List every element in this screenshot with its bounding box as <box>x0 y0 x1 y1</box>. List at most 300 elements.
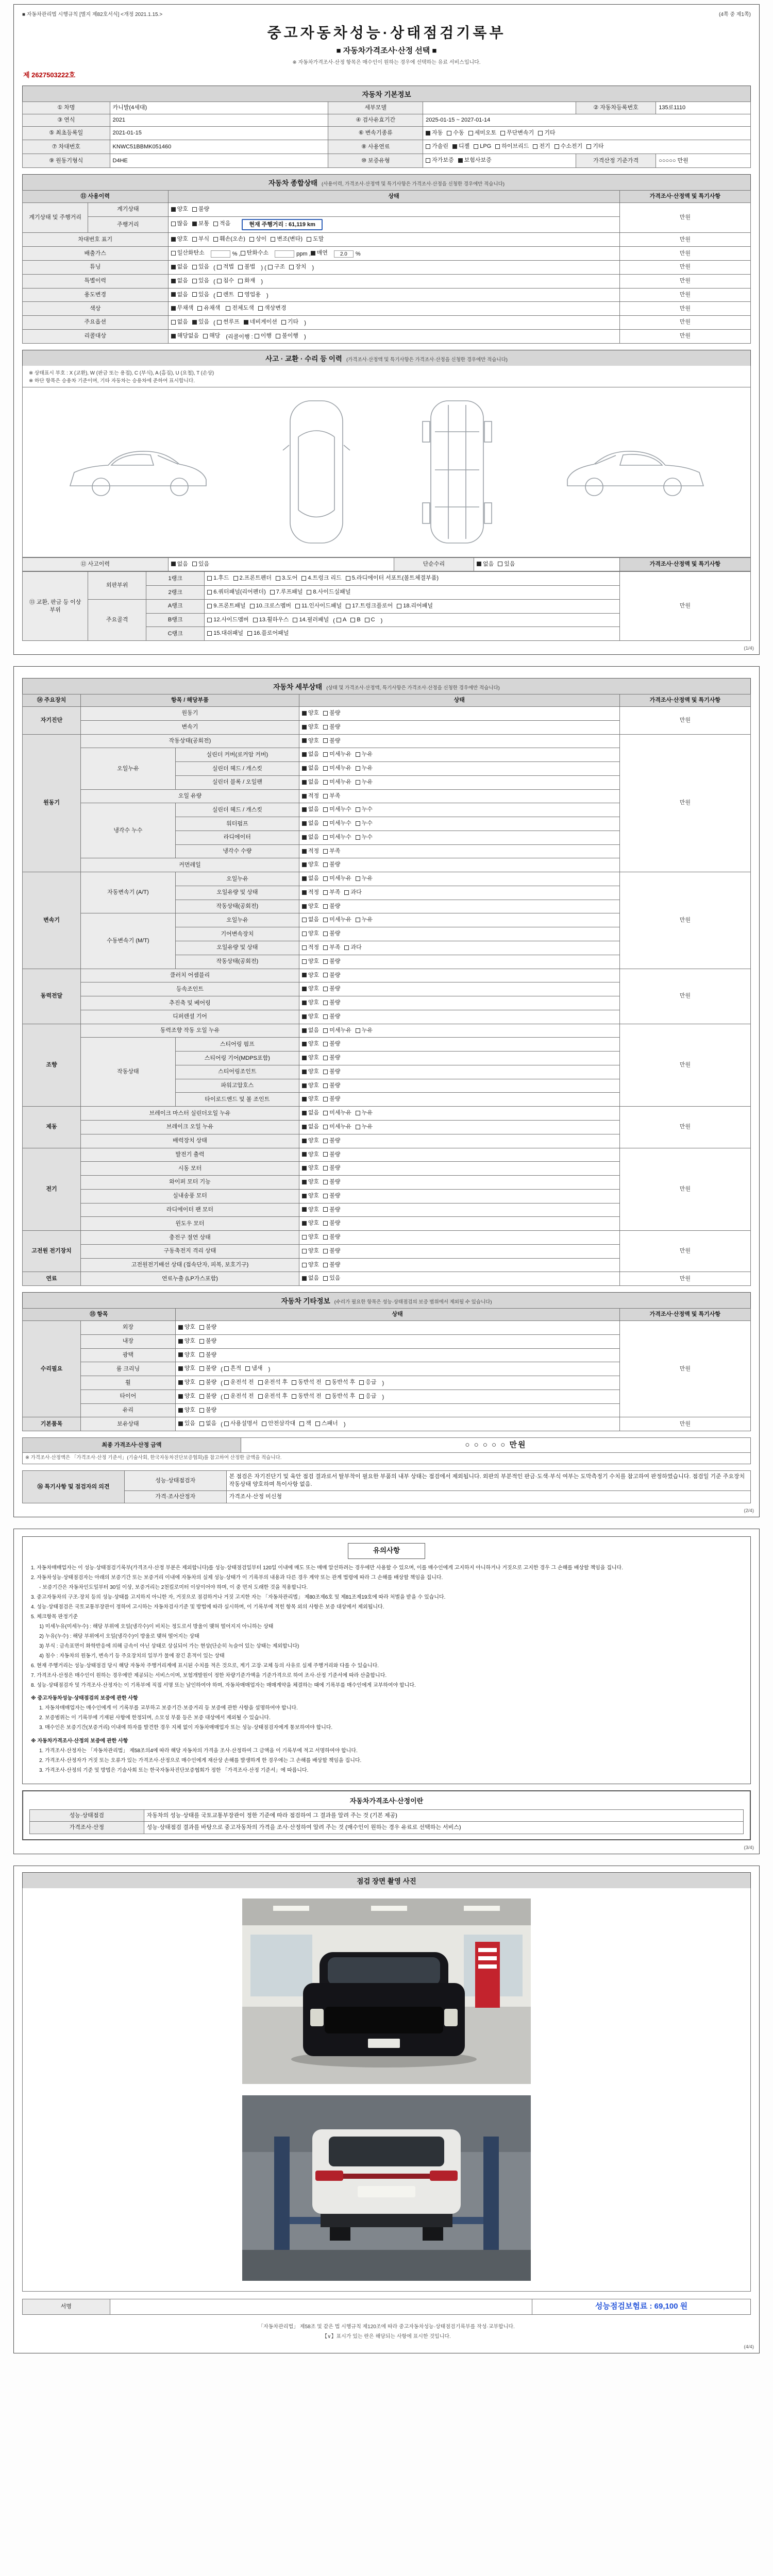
checkbox-미세누유[interactable]: 미세누유 <box>323 751 351 758</box>
checkbox-없음[interactable]: 없음 <box>302 778 319 786</box>
text: 동력전달 <box>40 993 63 999</box>
checkbox-14.필러패널[interactable]: 14.필러패널 <box>293 616 329 624</box>
checkbox-9.프론트패널[interactable]: 9.프론트패널 <box>207 602 245 610</box>
text: 만원 <box>679 305 691 312</box>
checkbox-square <box>346 576 350 581</box>
checkbox-1.후드[interactable]: 1.후드 <box>207 574 229 582</box>
checkbox-없음[interactable]: 없음 <box>302 1027 319 1035</box>
text: 만원 <box>679 1365 691 1372</box>
checkbox-미세누유[interactable]: 미세누유 <box>323 1109 351 1117</box>
checkbox-적법[interactable]: 적법 <box>217 263 234 271</box>
checkbox-불량[interactable]: 불량 <box>323 985 340 993</box>
text: ( <box>213 278 217 285</box>
checkbox-3.도어[interactable]: 3.도어 <box>276 574 297 582</box>
signature-row <box>23 2299 751 2314</box>
checkbox-있음[interactable]: 있음 <box>192 263 209 271</box>
checkbox-square <box>356 918 360 922</box>
checkbox-많음[interactable]: 많음 <box>171 220 188 228</box>
checkbox-있음[interactable]: 있음 <box>498 561 515 568</box>
checkbox-square <box>359 1394 364 1399</box>
checkbox-불량[interactable]: 불량 <box>199 1351 216 1359</box>
checkbox-양호[interactable]: 양호 <box>302 1261 319 1269</box>
checkbox-불량[interactable]: 불량 <box>192 206 209 213</box>
checkbox-해당[interactable]: 해당 <box>203 332 220 340</box>
checkbox-square <box>203 334 208 338</box>
checkbox-불량[interactable]: 불량 <box>323 1095 340 1103</box>
checkbox-누유[interactable]: 누유 <box>356 1123 373 1131</box>
checkbox-A[interactable]: A <box>337 616 346 624</box>
text: ) <box>380 1394 384 1400</box>
value-cell <box>299 707 619 721</box>
checkbox-17.트렁크플로어[interactable]: 17.트렁크플로어 <box>346 602 393 610</box>
checkbox-양호[interactable]: 양호 <box>302 903 319 910</box>
checkbox-양호[interactable]: 양호 <box>178 1393 195 1400</box>
checkbox-전체도색[interactable]: 전체도색 <box>226 304 254 312</box>
checkbox-양호[interactable]: 양호 <box>178 1351 195 1359</box>
checkbox-양호[interactable]: 양호 <box>302 1137 319 1145</box>
text: 자동변속기 (A/T) <box>107 889 149 896</box>
checkbox-square <box>217 265 222 269</box>
checkbox-침수[interactable]: 침수 <box>217 277 234 285</box>
checkbox-부족[interactable]: 부족 <box>323 792 340 800</box>
checkbox-불량[interactable]: 불량 <box>323 1013 340 1021</box>
checkbox-불량[interactable]: 불량 <box>323 958 340 965</box>
text: 작동상태(공회전) <box>169 737 211 744</box>
checkbox-있음[interactable]: 있음 <box>178 1420 195 1428</box>
checkbox-불량[interactable]: 불량 <box>199 1393 216 1400</box>
checkbox-누수[interactable]: 누수 <box>356 820 373 827</box>
checkbox-양호[interactable]: 양호 <box>302 1233 319 1241</box>
table-row <box>23 1231 751 1245</box>
checkbox-불량[interactable]: 불량 <box>323 1068 340 1076</box>
checkbox-미세누유[interactable]: 미세누유 <box>323 875 351 883</box>
checkbox-12.사이드멤버[interactable]: 12.사이드멤버 <box>207 616 248 624</box>
checkbox-불량[interactable]: 불량 <box>323 999 340 1007</box>
checkbox-응급[interactable]: 응급 <box>359 1393 376 1400</box>
info-box-table <box>29 1809 744 1835</box>
table-row <box>23 572 751 586</box>
checkbox-없음[interactable]: 없음 <box>171 318 188 326</box>
checkbox-없음[interactable]: 없음 <box>477 561 494 568</box>
checkbox-부식[interactable]: 부식 <box>192 235 209 243</box>
checkbox-있음[interactable]: 있음 <box>192 561 209 568</box>
checkbox-불량[interactable]: 불량 <box>323 1054 340 1062</box>
checkbox-기타[interactable]: 기타 <box>586 143 603 150</box>
price-appraisal-info-box <box>22 1790 751 1841</box>
checkbox-불량[interactable]: 불량 <box>323 1151 340 1159</box>
checkbox-없음[interactable]: 없음 <box>302 875 319 883</box>
checkbox-있음[interactable]: 있음 <box>192 318 209 326</box>
checkbox-양호[interactable]: 양호 <box>302 1013 319 1021</box>
checkbox-누유[interactable]: 누유 <box>356 1027 373 1035</box>
text: 디퍼렌셜 기어 <box>173 1013 207 1020</box>
checkbox-18.리어패널[interactable]: 18.리어패널 <box>397 602 433 610</box>
checkbox-동반석 전[interactable]: 동반석 전 <box>292 1379 322 1386</box>
checkbox-양호[interactable]: 양호 <box>171 206 188 213</box>
notice-item: 3) 부식 : 금속표면이 화학반응에 의해 금속이 아닌 상태로 상실되어 가는 현상(단순히 녹슬어 있는 상태는 제외합니다) <box>39 1643 299 1649</box>
checkbox-일산화탄소[interactable]: 일산화탄소 <box>171 249 205 257</box>
checkbox-양호[interactable]: 양호 <box>302 1040 319 1048</box>
checkbox-수소전기[interactable]: 수소전기 <box>554 143 583 150</box>
checkbox-디젤[interactable]: 디젤 <box>452 143 469 150</box>
checkbox-양호[interactable]: 양호 <box>302 737 319 745</box>
checkbox-불량[interactable]: 불량 <box>323 709 340 717</box>
checkbox-양호[interactable]: 양호 <box>302 709 319 717</box>
label-cell <box>81 734 299 748</box>
text: 배력장치 상태 <box>173 1138 207 1144</box>
table-row <box>30 1809 744 1822</box>
checkbox-불량[interactable]: 불량 <box>323 1164 340 1172</box>
checkbox-없음[interactable]: 없음 <box>302 806 319 814</box>
checkbox-양호[interactable]: 양호 <box>178 1324 195 1331</box>
checkbox-과다[interactable]: 과다 <box>344 889 361 896</box>
checkbox-불량[interactable]: 불량 <box>323 1206 340 1214</box>
text: 파워고압호스 <box>221 1082 254 1089</box>
checkbox-4.트렁크 리드[interactable]: 4.트렁크 리드 <box>301 574 341 582</box>
checkbox-안전삼각대[interactable]: 안전삼각대 <box>262 1420 295 1428</box>
checkbox-불법[interactable]: 불법 <box>238 263 255 271</box>
checkbox-8.사이드실패널[interactable]: 8.사이드실패널 <box>307 588 350 596</box>
checkbox-양호[interactable]: 양호 <box>302 985 319 993</box>
checkbox-양호[interactable]: 양호 <box>302 1219 319 1227</box>
checkbox-운전석 후[interactable]: 운전석 후 <box>258 1393 288 1400</box>
label-cell <box>81 996 299 1010</box>
table-row <box>23 734 751 748</box>
text: 브레이크 마스터 실린더오일 누유 <box>149 1110 231 1116</box>
checkbox-불량[interactable]: 불량 <box>323 861 340 869</box>
checkbox-누유[interactable]: 누유 <box>356 751 373 758</box>
overall-condition-table <box>22 190 751 344</box>
checkbox-양호[interactable]: 양호 <box>302 1192 319 1200</box>
checkbox-미세누수[interactable]: 미세누수 <box>323 806 351 814</box>
checkbox-불량[interactable]: 불량 <box>323 930 340 938</box>
checkbox-상이[interactable]: 상이 <box>249 235 266 243</box>
text: 동력조향 작동 오일 누유 <box>160 1027 220 1034</box>
checkbox-기타[interactable]: 기타 <box>538 129 555 137</box>
checkbox-누유[interactable]: 누유 <box>356 765 373 772</box>
checkbox-화재[interactable]: 화재 <box>238 277 255 285</box>
checkbox-없음[interactable]: 없음 <box>171 291 188 299</box>
checkbox-동반석 후[interactable]: 동반석 후 <box>326 1393 356 1400</box>
checkbox-무단변속기[interactable]: 무단변속기 <box>500 129 534 137</box>
checkbox-square <box>199 1380 204 1385</box>
checkbox-불량[interactable]: 불량 <box>323 903 340 910</box>
text: 만원 <box>679 717 691 723</box>
checkbox-13.휠하우스[interactable]: 13.휠하우스 <box>253 616 289 624</box>
text: ⑫ 사고이력 <box>80 561 110 568</box>
checkbox-미세누유[interactable]: 미세누유 <box>323 916 351 924</box>
value-cell <box>175 1389 619 1403</box>
checkbox-이행[interactable]: 이행 <box>255 332 272 340</box>
checkbox-양호[interactable]: 양호 <box>302 930 319 938</box>
checkbox-양호[interactable]: 양호 <box>178 1379 195 1386</box>
checkbox-있음[interactable]: 있음 <box>323 1275 340 1282</box>
checkbox-양호[interactable]: 양호 <box>302 1095 319 1103</box>
checkbox-square <box>554 144 559 149</box>
checkbox-양호[interactable]: 양호 <box>302 861 319 869</box>
value-cell <box>299 1052 619 1065</box>
checkbox-square <box>538 131 543 135</box>
document-subtitle: ■ 자동차가격조사·산정 선택 ■ <box>336 46 437 55</box>
value-cell <box>423 154 576 168</box>
text: 가격조사·산정액 및 특기사항 <box>649 1311 720 1318</box>
checkbox-불이행[interactable]: 불이행 <box>276 332 298 340</box>
checkbox-동반석 전[interactable]: 동반석 전 <box>292 1393 322 1400</box>
checkbox-없음[interactable]: 없음 <box>302 765 319 772</box>
checkbox-square <box>250 604 255 608</box>
checkbox-누수[interactable]: 누수 <box>356 834 373 841</box>
checkbox-네비게이션[interactable]: 네비게이션 <box>244 318 277 326</box>
checkbox-square <box>426 131 430 135</box>
checkbox-불량[interactable]: 불량 <box>199 1324 216 1331</box>
checkbox-운전석 전[interactable]: 운전석 전 <box>224 1379 254 1386</box>
checkbox-7.루프패널[interactable]: 7.루프패널 <box>270 588 303 596</box>
checkbox-변조(변타)[interactable]: 변조(변타) <box>271 235 303 243</box>
checkbox-응급[interactable]: 응급 <box>359 1379 376 1386</box>
checkbox-square <box>302 1194 307 1198</box>
accident-legend <box>22 366 751 387</box>
checkbox-영업용[interactable]: 영업용 <box>238 291 261 299</box>
text: ⑨ 원동기형식 <box>49 157 83 164</box>
checkbox-미세누유[interactable]: 미세누유 <box>323 778 351 786</box>
checkbox-5.라디에이터 서포트(볼트체결부품)[interactable]: 5.라디에이터 서포트(볼트체결부품) <box>346 574 439 582</box>
value-cell <box>168 216 619 233</box>
checkbox-square <box>192 237 197 242</box>
checkbox-가솔린[interactable]: 가솔린 <box>426 143 448 150</box>
checkbox-보험사보증[interactable]: 보험사보증 <box>458 157 492 164</box>
text: ( <box>221 1394 224 1400</box>
table-row <box>30 1822 744 1834</box>
checkbox-square <box>346 604 350 608</box>
checkbox-불량[interactable]: 불량 <box>199 1406 216 1414</box>
basic-row-vin <box>23 140 751 154</box>
checkbox-있음[interactable]: 있음 <box>192 277 209 285</box>
notice-item: 1. 가격조사·산정자는 「자동차관리법」 제58조의4에 따라 해당 자동차의 가격을 조사·산정하여 그 금액을 이 기록부에 적고 서명하여야 합니다. <box>39 1748 358 1754</box>
checkbox-냄새[interactable]: 냄새 <box>245 1365 262 1372</box>
checkbox-양호[interactable]: 양호 <box>302 999 319 1007</box>
checkbox-해당없음[interactable]: 해당없음 <box>171 332 199 340</box>
checkbox-장치[interactable]: 장치 <box>289 263 306 271</box>
checkbox-10.크로스멤버[interactable]: 10.크로스멤버 <box>250 602 291 610</box>
checkbox-불량[interactable]: 불량 <box>323 1137 340 1145</box>
text: 계기상태 및 주행거리 <box>29 214 81 221</box>
checkbox-2.프론트펜더[interactable]: 2.프론트펜더 <box>233 574 272 582</box>
text: 만원 <box>679 264 691 270</box>
checkbox-부족[interactable]: 부족 <box>323 848 340 855</box>
checkbox-적정[interactable]: 적정 <box>302 848 319 855</box>
checkbox-양호[interactable]: 양호 <box>178 1365 195 1372</box>
checkbox-운전석 후[interactable]: 운전석 후 <box>258 1379 288 1386</box>
checkbox-적정[interactable]: 적정 <box>302 792 319 800</box>
checkbox-양호[interactable]: 양호 <box>302 1247 319 1255</box>
label-cell <box>328 154 423 168</box>
checkbox-square <box>452 144 457 149</box>
value-cell <box>299 982 619 996</box>
checkbox-양호[interactable]: 양호 <box>302 1054 319 1062</box>
checkbox-square <box>301 576 306 581</box>
checkbox-없음[interactable]: 없음 <box>302 820 319 827</box>
checkbox-기타[interactable]: 기타 <box>281 318 298 326</box>
checkbox-적정[interactable]: 적정 <box>302 889 319 896</box>
checkbox-없음[interactable]: 없음 <box>302 1275 319 1282</box>
label-cell <box>175 844 299 858</box>
checkbox-불량[interactable]: 불량 <box>199 1379 216 1386</box>
value-cell <box>619 274 750 288</box>
value-cell <box>299 1024 619 1038</box>
checkbox-양호[interactable]: 양호 <box>302 1082 319 1090</box>
checkbox-square <box>271 237 275 242</box>
final-price-row <box>23 1438 751 1453</box>
checkbox-불량[interactable]: 불량 <box>323 1040 340 1048</box>
checkbox-11.인사이드패널[interactable]: 11.인사이드패널 <box>295 602 342 610</box>
notice-heading: ※ 자동차가격조사·산정의 보증에 관한 사항 <box>31 1738 128 1744</box>
text: 실린더 헤드 / 개스킷 <box>212 765 262 772</box>
checkbox-동반석 후[interactable]: 동반석 후 <box>326 1379 356 1386</box>
text: ○ ○ ○ ○ ○ 만원 <box>465 1440 527 1450</box>
checkbox-없음[interactable]: 없음 <box>302 751 319 758</box>
checkbox-불량[interactable]: 불량 <box>199 1337 216 1345</box>
checkbox-양호[interactable]: 양호 <box>302 723 319 731</box>
checkbox-양호[interactable]: 양호 <box>178 1337 195 1345</box>
text: 변속기 <box>43 917 60 923</box>
checkbox-미세누수[interactable]: 미세누수 <box>323 820 351 827</box>
checkbox-양호[interactable]: 양호 <box>302 1164 319 1172</box>
checkbox-양호[interactable]: 양호 <box>302 972 319 979</box>
text: 실린더 블록 / 오일팬 <box>212 779 262 786</box>
checkbox-과다[interactable]: 과다 <box>344 944 361 952</box>
checkbox-무채색[interactable]: 무채색 <box>171 304 194 312</box>
checkbox-도말[interactable]: 도말 <box>307 235 324 243</box>
checkbox-전기[interactable]: 전기 <box>533 143 550 150</box>
checkbox-없음[interactable]: 없음 <box>302 1109 319 1117</box>
checkbox-유채색[interactable]: 유채색 <box>197 304 220 312</box>
text: 용도변경 <box>84 291 107 298</box>
checkbox-square <box>326 1394 330 1399</box>
text: 만원 <box>679 1061 691 1068</box>
checkbox-미세누유[interactable]: 미세누유 <box>323 1123 351 1131</box>
checkbox-없음[interactable]: 없음 <box>302 1123 319 1131</box>
checkbox-불량[interactable]: 불량 <box>323 1192 340 1200</box>
checkbox-자가보증[interactable]: 자가보증 <box>426 157 454 164</box>
checkbox-square <box>302 1180 307 1184</box>
checkbox-보통[interactable]: 보통 <box>192 220 209 228</box>
checkbox-불량[interactable]: 불량 <box>323 1233 340 1241</box>
checkbox-양호[interactable]: 양호 <box>178 1406 195 1414</box>
text: 브레이크 오일 누유 <box>166 1124 214 1130</box>
checkbox-B[interactable]: B <box>350 616 360 624</box>
checkbox-색상변경[interactable]: 색상변경 <box>258 304 287 312</box>
checkbox-LPG[interactable]: LPG <box>474 143 491 150</box>
base-price <box>656 154 751 168</box>
text: 2025-01-15 ~ 2027-01-14 <box>426 116 491 123</box>
label-cell <box>81 1348 176 1362</box>
checkbox-square <box>302 945 307 950</box>
checkbox-양호[interactable]: 양호 <box>302 1178 319 1186</box>
section-header-accident-history <box>22 350 751 366</box>
checkbox-없음[interactable]: 없음 <box>302 834 319 841</box>
checkbox-누수[interactable]: 누수 <box>356 806 373 814</box>
checkbox-훼손(오손)[interactable]: 훼손(오손) <box>213 235 245 243</box>
text: ⑯ 특기사항 및 점검자의 의견 <box>37 1483 110 1490</box>
checkbox-적음[interactable]: 적음 <box>213 220 230 228</box>
checkbox-16.플로어패널[interactable]: 16.플로어패널 <box>247 630 289 637</box>
text: 만원 <box>679 291 691 298</box>
checkbox-스패너[interactable]: 스패너 <box>315 1420 338 1428</box>
checkbox-있음[interactable]: 있음 <box>192 291 209 299</box>
checkbox-미세누유[interactable]: 미세누유 <box>323 1027 351 1035</box>
checkbox-불량[interactable]: 불량 <box>323 972 340 979</box>
value-cell <box>175 1376 619 1390</box>
checkbox-불량[interactable]: 불량 <box>199 1365 216 1372</box>
checkbox-자동[interactable]: 자동 <box>426 129 443 137</box>
checkbox-없음[interactable]: 없음 <box>171 277 188 285</box>
checkbox-적정[interactable]: 적정 <box>302 944 319 952</box>
checkbox-세미오토[interactable]: 세미오토 <box>468 129 497 137</box>
checkbox-구조[interactable]: 구조 <box>268 263 285 271</box>
checkbox-불량[interactable]: 불량 <box>323 723 340 731</box>
text: 만원 <box>679 1124 691 1130</box>
checkbox-불량[interactable]: 불량 <box>323 1082 340 1090</box>
checkbox-15.대쉬패널[interactable]: 15.대쉬패널 <box>207 630 243 637</box>
checkbox-없음[interactable]: 없음 <box>171 263 188 271</box>
table-row <box>23 1107 751 1121</box>
checkbox-누유[interactable]: 누유 <box>356 778 373 786</box>
checkbox-없음[interactable]: 없음 <box>171 561 188 568</box>
checkbox-탄화수소[interactable]: 탄화수소 <box>241 249 269 257</box>
checkbox-사용설명서[interactable]: 사용설명서 <box>224 1420 258 1428</box>
checkbox-양호[interactable]: 양호 <box>302 1151 319 1159</box>
text: ( <box>333 617 337 624</box>
checkbox-미세누수[interactable]: 미세누수 <box>323 834 351 841</box>
checkbox-없음[interactable]: 없음 <box>199 1420 216 1428</box>
checkbox-square <box>244 320 248 325</box>
checkbox-양호[interactable]: 양호 <box>302 1206 319 1214</box>
checkbox-부족[interactable]: 부족 <box>323 944 340 952</box>
checkbox-잭[interactable]: 잭 <box>299 1420 311 1428</box>
checkbox-불량[interactable]: 불량 <box>323 1219 340 1227</box>
label-cell <box>81 1362 176 1376</box>
checkbox-미세누유[interactable]: 미세누유 <box>323 765 351 772</box>
checkbox-양호[interactable]: 양호 <box>171 235 188 243</box>
checkbox-누유[interactable]: 누유 <box>356 875 373 883</box>
checkbox-매연[interactable]: 매연 <box>311 249 328 257</box>
checkbox-누유[interactable]: 누유 <box>356 916 373 924</box>
checkbox-운전석 전[interactable]: 운전석 전 <box>224 1393 254 1400</box>
checkbox-square <box>302 1235 307 1240</box>
checkbox-양호[interactable]: 양호 <box>302 1068 319 1076</box>
checkbox-불량[interactable]: 불량 <box>323 1247 340 1255</box>
text: 색상 <box>90 305 101 312</box>
checkbox-렌트[interactable]: 렌트 <box>217 291 234 299</box>
value-cell <box>299 996 619 1010</box>
checkbox-불량[interactable]: 불량 <box>323 1178 340 1186</box>
checkbox-흔적[interactable]: 흔적 <box>224 1365 241 1372</box>
checkbox-C[interactable]: C <box>365 616 375 624</box>
checkbox-수동[interactable]: 수동 <box>447 129 464 137</box>
checkbox-불량[interactable]: 불량 <box>323 737 340 745</box>
checkbox-썬루프[interactable]: 썬루프 <box>217 318 240 326</box>
car-damage-diagrams <box>22 387 751 557</box>
checkbox-square <box>397 604 401 608</box>
checkbox-square <box>302 794 307 799</box>
checkbox-양호[interactable]: 양호 <box>302 958 319 965</box>
checkbox-6.쿼터패널(리어펜더)[interactable]: 6.쿼터패널(리어펜더) <box>207 588 266 596</box>
checkbox-없음[interactable]: 없음 <box>302 916 319 924</box>
checkbox-불량[interactable]: 불량 <box>323 1261 340 1269</box>
checkbox-하이브리드[interactable]: 하이브리드 <box>495 143 529 150</box>
checkbox-누유[interactable]: 누유 <box>356 1109 373 1117</box>
checkbox-부족[interactable]: 부족 <box>323 889 340 896</box>
